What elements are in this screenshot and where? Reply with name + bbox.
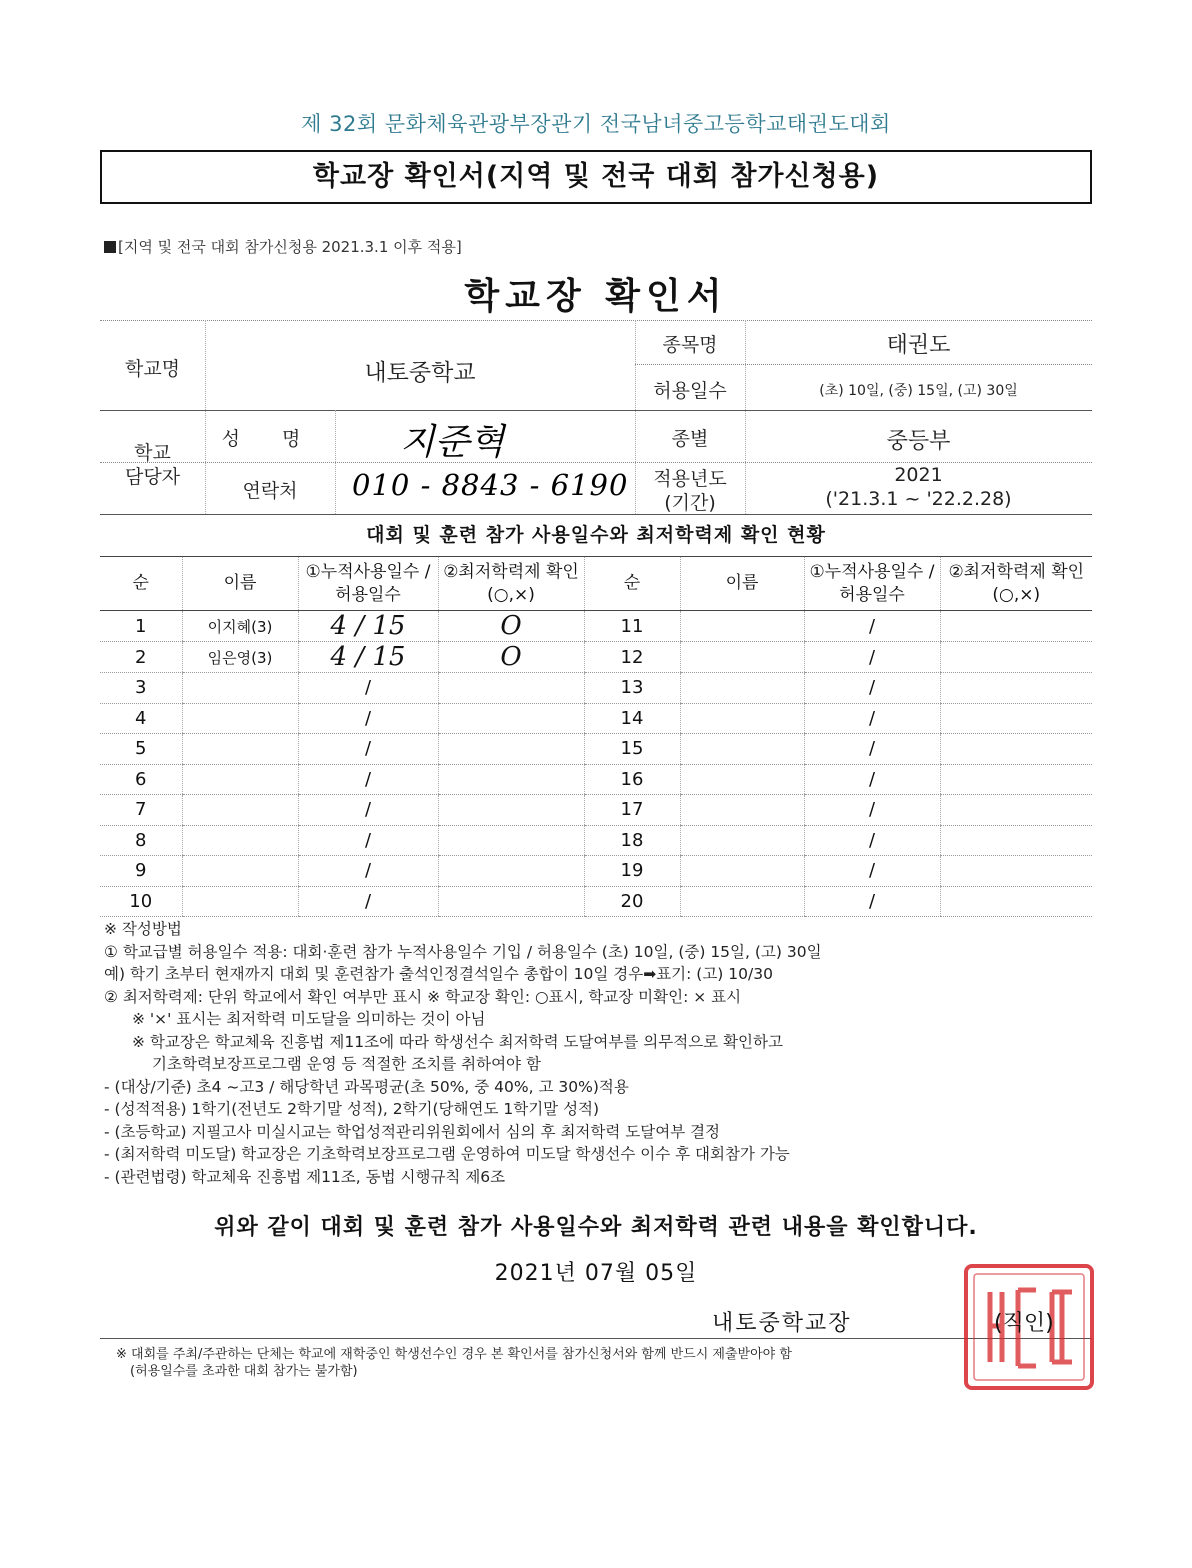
row-no: 7 [100, 795, 182, 826]
table-row [100, 856, 1092, 887]
table-row [100, 886, 1092, 917]
min-academic-check [940, 703, 1092, 734]
days-used: / [804, 703, 940, 734]
min-academic-check [438, 886, 584, 917]
staff-label-line1: 학교 [134, 442, 171, 464]
notes-heading: ※ 작성방법 [104, 920, 182, 938]
writing-instructions [104, 918, 1094, 1188]
year-label-line1: 적용년도 [653, 468, 727, 490]
row-no: 20 [584, 886, 680, 917]
table-row [100, 703, 1092, 734]
min-academic-check [940, 673, 1092, 704]
note-line: - (초등학교) 지필고사 미실시교는 학업성적관리위원회에서 심의 후 최저학력 도달여부 결정 [104, 1122, 721, 1141]
row-no: 18 [584, 825, 680, 856]
section-heading: 대회 및 훈련 참가 사용일수와 최저학력제 확인 현황 [366, 524, 826, 546]
table-row [100, 611, 1092, 642]
min-academic-check [940, 886, 1092, 917]
min-academic-check [940, 825, 1092, 856]
staff-label-line2: 담당자 [124, 466, 181, 488]
row-no: 14 [584, 703, 680, 734]
allowed-value: (초) 10일, (중) 15일, (고) 30일 [819, 383, 1018, 399]
header-days: ①누적사용일수 /허용일수 [298, 557, 438, 611]
header-min-academic: ②최저학력제 확인(○,×) [438, 557, 584, 611]
year-period: ('21.3.1 ~ '22.2.28) [825, 488, 1012, 510]
note-line: 예) 학기 초부터 현재까지 대회 및 훈련참가 출석인정결석일수 총합이 10일 경우➡표기: (고) 10/30 [104, 965, 773, 983]
divider [335, 410, 336, 514]
divider [100, 514, 1092, 515]
header-days: ①누적사용일수 /허용일수 [804, 557, 940, 611]
notice [104, 236, 462, 257]
student-name [182, 734, 298, 765]
allowed-label: 허용일수 [653, 380, 727, 402]
header-name: 이름 [680, 557, 804, 611]
min-academic-check [438, 764, 584, 795]
student-name: 임은영(3) [182, 642, 298, 673]
min-academic-check: O [438, 642, 584, 673]
row-no: 8 [100, 825, 182, 856]
divider [100, 320, 1092, 321]
note-line: ※ 학교장은 학교체육 진흥법 제11조에 따라 학생선수 최저학력 도달여부를 의무적으로 확인하고 [132, 1032, 783, 1051]
student-name [680, 703, 804, 734]
days-used: / [804, 611, 940, 642]
table-header-row [100, 557, 1092, 611]
event-title: 제 32회 문화체육관광부장관기 전국남녀중고등학교태권도대회 [301, 112, 891, 136]
student-name [680, 611, 804, 642]
student-name: 이지혜(3) [182, 611, 298, 642]
student-name [680, 795, 804, 826]
sport-value: 태권도 [886, 333, 951, 358]
school-label: 학교명 [124, 358, 181, 380]
row-no: 6 [100, 764, 182, 795]
footnote-line: (허용일수를 초과한 대회 참가는 불가함) [130, 1364, 358, 1379]
min-academic-check [438, 856, 584, 887]
min-academic-check [940, 734, 1092, 765]
division-label: 종별 [671, 428, 709, 450]
header-no: 순 [100, 557, 182, 611]
note-line: ② 최저학력제: 단위 학교에서 확인 여부만 표시 ※ 학교장 확인: ○표시, 학교장 미확인: × 표시 [104, 987, 742, 1006]
name-label: 성 명 [221, 428, 319, 450]
footnote [116, 1346, 1096, 1380]
row-no: 17 [584, 795, 680, 826]
days-used: / [298, 764, 438, 795]
days-used: / [298, 703, 438, 734]
document-title: 학교장 확인서 [464, 276, 728, 317]
confirmation-statement: 위와 같이 대회 및 훈련 참가 사용일수와 최저학력 관련 내용을 확인합니다. [214, 1215, 978, 1240]
days-used: 4 / 15 [298, 611, 438, 642]
student-name [680, 734, 804, 765]
days-used: / [804, 642, 940, 673]
note-line: ※ '×' 표시는 최저학력 미도달을 의미하는 것이 아님 [132, 1010, 486, 1028]
header-min-academic: ②최저학력제 확인(○,×) [940, 557, 1092, 611]
issue-date: 2021년 07월 05일 [494, 1261, 698, 1286]
days-used: / [804, 886, 940, 917]
student-name [182, 673, 298, 704]
min-academic-check [438, 734, 584, 765]
student-name [182, 795, 298, 826]
row-no: 11 [584, 611, 680, 642]
header-name: 이름 [182, 557, 298, 611]
student-name [182, 825, 298, 856]
student-name [680, 886, 804, 917]
year-label-line2: (기간) [664, 492, 716, 514]
header-no: 순 [584, 557, 680, 611]
row-no: 3 [100, 673, 182, 704]
row-no: 16 [584, 764, 680, 795]
sport-label: 종목명 [662, 334, 718, 356]
name-value-handwritten: 지준혁 [400, 422, 505, 463]
row-no: 9 [100, 856, 182, 887]
row-no: 1 [100, 611, 182, 642]
table-row [100, 642, 1092, 673]
days-used: / [298, 856, 438, 887]
note-line: - (대상/기준) 초4 ~고3 / 해당학년 과목평균(초 50%, 중 40%, 고 30%)적용 [104, 1077, 629, 1096]
principal-title: 내토중학교장 [712, 1311, 852, 1336]
days-used: / [298, 673, 438, 704]
student-name [182, 764, 298, 795]
table-row [100, 795, 1092, 826]
row-no: 5 [100, 734, 182, 765]
note-line: - (성적적용) 1학기(전년도 2학기말 성적), 2학기(당해연도 1학기말 성적) [104, 1100, 600, 1118]
student-name [680, 642, 804, 673]
min-academic-check [940, 856, 1092, 887]
table-row [100, 825, 1092, 856]
roster-table [100, 556, 1092, 917]
notice-text: [지역 및 전국 대회 참가신청용 2021.3.1 이후 적용] [118, 238, 462, 256]
days-used: / [804, 825, 940, 856]
days-used: / [804, 734, 940, 765]
days-used: 4 / 15 [298, 642, 438, 673]
seal-note: (직인) [994, 1311, 1054, 1336]
note-line: - (관련법령) 학교체육 진흥법 제11조, 동법 시행규칙 제6조 [104, 1167, 506, 1186]
days-used: / [298, 734, 438, 765]
row-no: 4 [100, 703, 182, 734]
note-line: ① 학교급별 허용일수 적용: 대회·훈련 참가 누적사용일수 기입 / 허용일수 (초) 10일, (중) 15일, (고) 30일 [104, 942, 822, 961]
table-row [100, 734, 1092, 765]
days-used: / [298, 825, 438, 856]
row-no: 13 [584, 673, 680, 704]
divider [100, 410, 1092, 411]
days-used: / [804, 673, 940, 704]
row-no: 19 [584, 856, 680, 887]
row-no: 15 [584, 734, 680, 765]
student-name [182, 886, 298, 917]
footnote-line: ※ 대회를 주최/주관하는 단체는 학교에 재학중인 학생선수인 경우 본 확인서를 참가신청서와 함께 반드시 제출받아야 함 [116, 1347, 792, 1362]
division-value: 중등부 [886, 429, 951, 454]
min-academic-check [438, 795, 584, 826]
student-name [182, 703, 298, 734]
min-academic-check [940, 795, 1092, 826]
days-used: / [298, 886, 438, 917]
divider [100, 462, 1092, 463]
min-academic-check [940, 611, 1092, 642]
min-academic-check [438, 673, 584, 704]
days-used: / [298, 795, 438, 826]
row-no: 10 [100, 886, 182, 917]
divider [635, 364, 1092, 365]
note-line: 기초학력보장프로그램 운영 등 적절한 조치를 취하여야 함 [152, 1055, 541, 1073]
student-name [680, 673, 804, 704]
square-bullet-icon [104, 241, 116, 253]
banner-title: 학교장 확인서(지역 및 전국 대회 참가신청용) [100, 150, 1092, 204]
student-name [182, 856, 298, 887]
days-used: / [804, 795, 940, 826]
table-row [100, 673, 1092, 704]
table-row [100, 764, 1092, 795]
contact-value-handwritten: 010 - 8843 - 6190 [352, 468, 629, 502]
min-academic-check [940, 764, 1092, 795]
days-used: / [804, 764, 940, 795]
min-academic-check [438, 825, 584, 856]
days-used: / [804, 856, 940, 887]
roster-body [100, 611, 1092, 917]
year-value: 2021 [894, 464, 943, 486]
student-name [680, 764, 804, 795]
row-no: 12 [584, 642, 680, 673]
min-academic-check [438, 703, 584, 734]
contact-label: 연락처 [242, 480, 298, 502]
student-name [680, 825, 804, 856]
note-line: - (최저학력 미도달) 학교장은 기초학력보장프로그램 운영하여 미도달 학생선수 이수 후 대회참가 가능 [104, 1145, 790, 1163]
school-value: 내토중학교 [364, 360, 476, 386]
min-academic-check [940, 642, 1092, 673]
min-academic-check: O [438, 611, 584, 642]
student-name [680, 856, 804, 887]
divider [100, 1338, 1092, 1339]
row-no: 2 [100, 642, 182, 673]
